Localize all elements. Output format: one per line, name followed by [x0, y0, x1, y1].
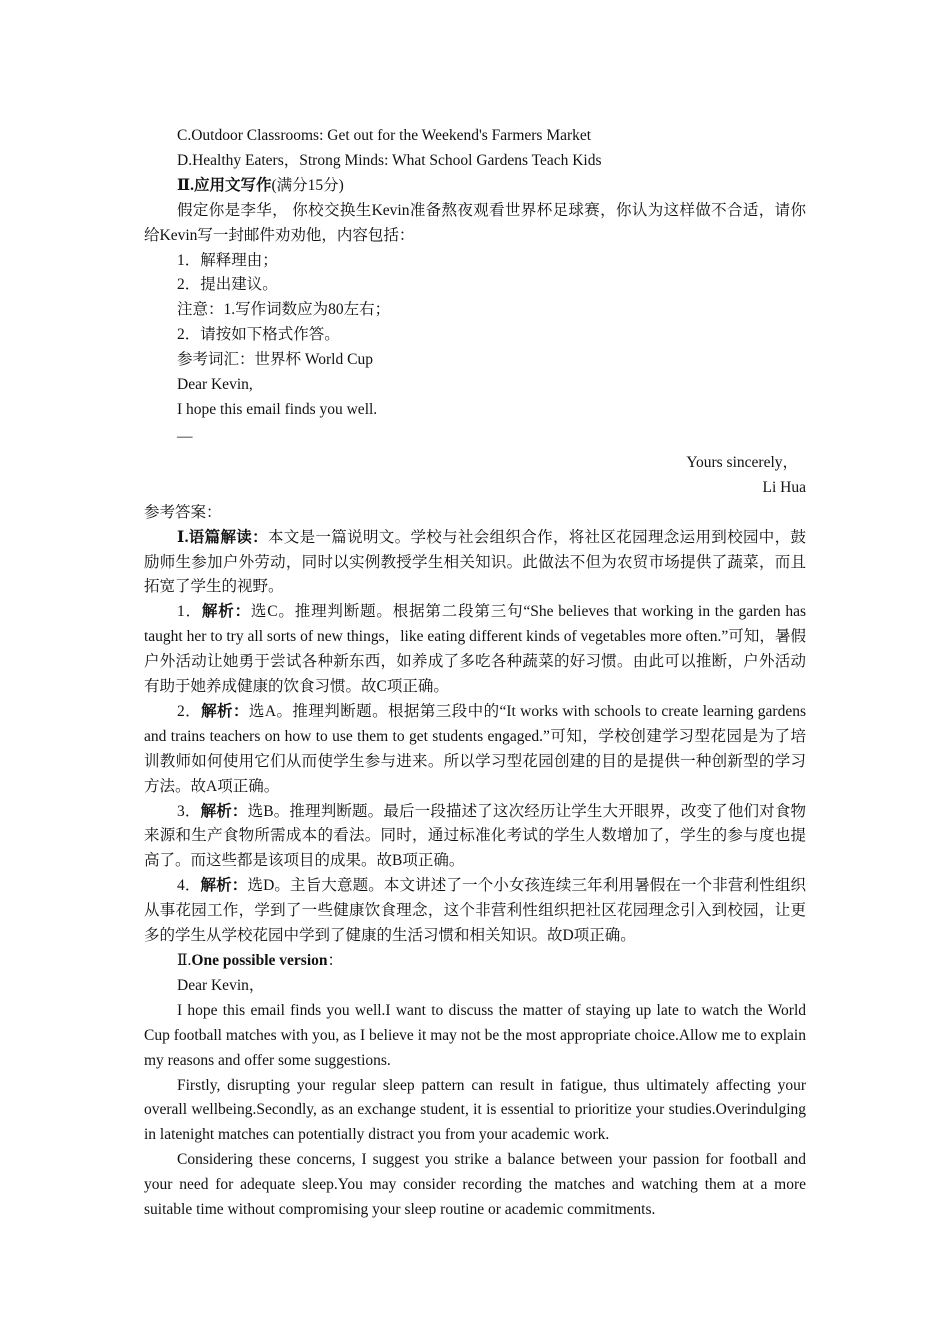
writing-heading	[144, 174, 806, 199]
writing-note-2: 2．请按如下格式作答。	[177, 326, 340, 344]
answer-number: 4．	[177, 877, 201, 895]
model-label-prefix: Ⅱ.	[177, 952, 192, 969]
model-label-colon: ：	[327, 952, 344, 969]
answer-number: 3．	[177, 802, 201, 820]
writing-note-1: 注意：1.写作词数应为80左右；	[177, 301, 391, 319]
answer-text: 选D。主旨大意题。本文讲述了一个小女孩连续三年利用暑假在一个非营利性组织从事花园工作，学到了一些健康饮食理念，这个非营利性组织把社区花园理念引入到校园，让更多的学生从学校花园中学到了健康的生活习惯和相关知识。故D项正确。	[144, 877, 806, 945]
answer-text: 选B。推理判断题。最后一段描述了这次经历让学生大开眼界，改变了他们对食物来源和生产食物所需成本的看法。同时，通过标准化考试的学生人数增加了，学生的参与度也提高了。而这些都是该项目的成果。故B项正确。	[144, 802, 806, 870]
answer-number: 2．	[177, 702, 202, 720]
option-d: D.Healthy Eaters，Strong Minds: What School Gardens Teach Kids	[177, 151, 602, 169]
answer-item-2	[144, 700, 806, 800]
model-greeting: Dear Kevin，	[177, 976, 265, 994]
answer-item-1	[144, 600, 806, 700]
letter-opening: I hope this email finds you well.	[177, 400, 378, 418]
writing-vocab: 参考词汇：世界杯 World Cup	[177, 351, 373, 369]
model-paragraph-1: I hope this email finds you well.I want to discuss the matter of staying up late to watch the World Cup football matches with you, as I believe it may not be the most appropriate choice.Allow me to explain my reasons and offer some suggestions.	[144, 1001, 806, 1069]
answer-label: 解析：	[200, 802, 248, 820]
letter-closing: Yours sincerely，	[686, 453, 798, 471]
answers-summary	[144, 526, 806, 601]
writing-point-2: 2．提出建议。	[177, 276, 278, 294]
answer-item-4	[144, 874, 806, 949]
model-essay-label	[144, 949, 806, 974]
writing-heading-score: (满分15分)	[271, 176, 344, 194]
answer-label: 解析：	[201, 603, 251, 621]
answer-label: 解析：	[200, 877, 248, 895]
option-c: C.Outdoor Classrooms: Get out for the Weekend's Farmers Market	[177, 127, 592, 144]
writing-prompt: 假定你是李华， 你校交换生Kevin准备熬夜观看世界杯足球赛，你认为这样做不合适，请你给Kevin写一封邮件劝劝他，内容包括：	[144, 201, 806, 244]
summary-label: Ⅰ.语篇解读：	[177, 528, 268, 546]
letter-signature: Li Hua	[762, 478, 806, 496]
writing-heading-bold: Ⅱ.应用文写作	[177, 176, 272, 194]
letter-greeting: Dear Kevin,	[177, 376, 253, 394]
document-page	[144, 124, 806, 1223]
model-paragraph-2: Firstly, disrupting your regular sleep pattern can result in fatigue, thus ultimately affecting your overall wellbeing.Secondly, as an exchange student, it is essential to prioritize your studies.Overindulging in latenight matches can potentially distract you from your academic work.	[144, 1076, 806, 1144]
answer-number: 1．	[177, 603, 202, 621]
answer-label: 解析：	[201, 702, 249, 720]
answer-item-3	[144, 800, 806, 875]
summary-text: 本文是一篇说明文。学校与社会组织合作，将社区花园理念运用到校园中，鼓励师生参加户外劳动，同时以实例教授学生相关知识。此做法不但为农贸市场提供了蔬菜，而且拓宽了学生的视野。	[144, 528, 806, 596]
writing-point-1: 1．解释理由；	[177, 251, 278, 269]
model-paragraph-3: Considering these concerns, I suggest you strike a balance between your passion for football and your need for adequate sleep.You may consider recording the matches and watching them at a more suitable time without compromising your sleep routine or academic commitments.	[144, 1151, 806, 1219]
answer-text: 选C。推理判断题。根据第二段第三句“She believes that working in the garden has taught her to try all sorts of new things，like eating different kinds of vegetables more often.”可知，暑假户外活动让她勇于尝试各种新东西，如养成了多吃各种蔬菜的好习惯。由此可以推断，户外活动有助于她养成健康的饮食习惯。故C项正确。	[144, 603, 806, 696]
answers-header: 参考答案：	[144, 503, 222, 521]
model-label-bold: One possible version	[191, 952, 328, 969]
letter-blank-line: —	[177, 427, 193, 445]
answer-text: 选A。推理判断题。根据第三段中的“It works with schools to create learning gardens and trains teachers on how to use them to get students engaged.”可知，学校创建学习型花园是为了培训教师如何使用它们从而使学生参与进来。所以学习型花园创建的目的是提供一种创新型的学习方法。故A项正确。	[144, 702, 806, 795]
